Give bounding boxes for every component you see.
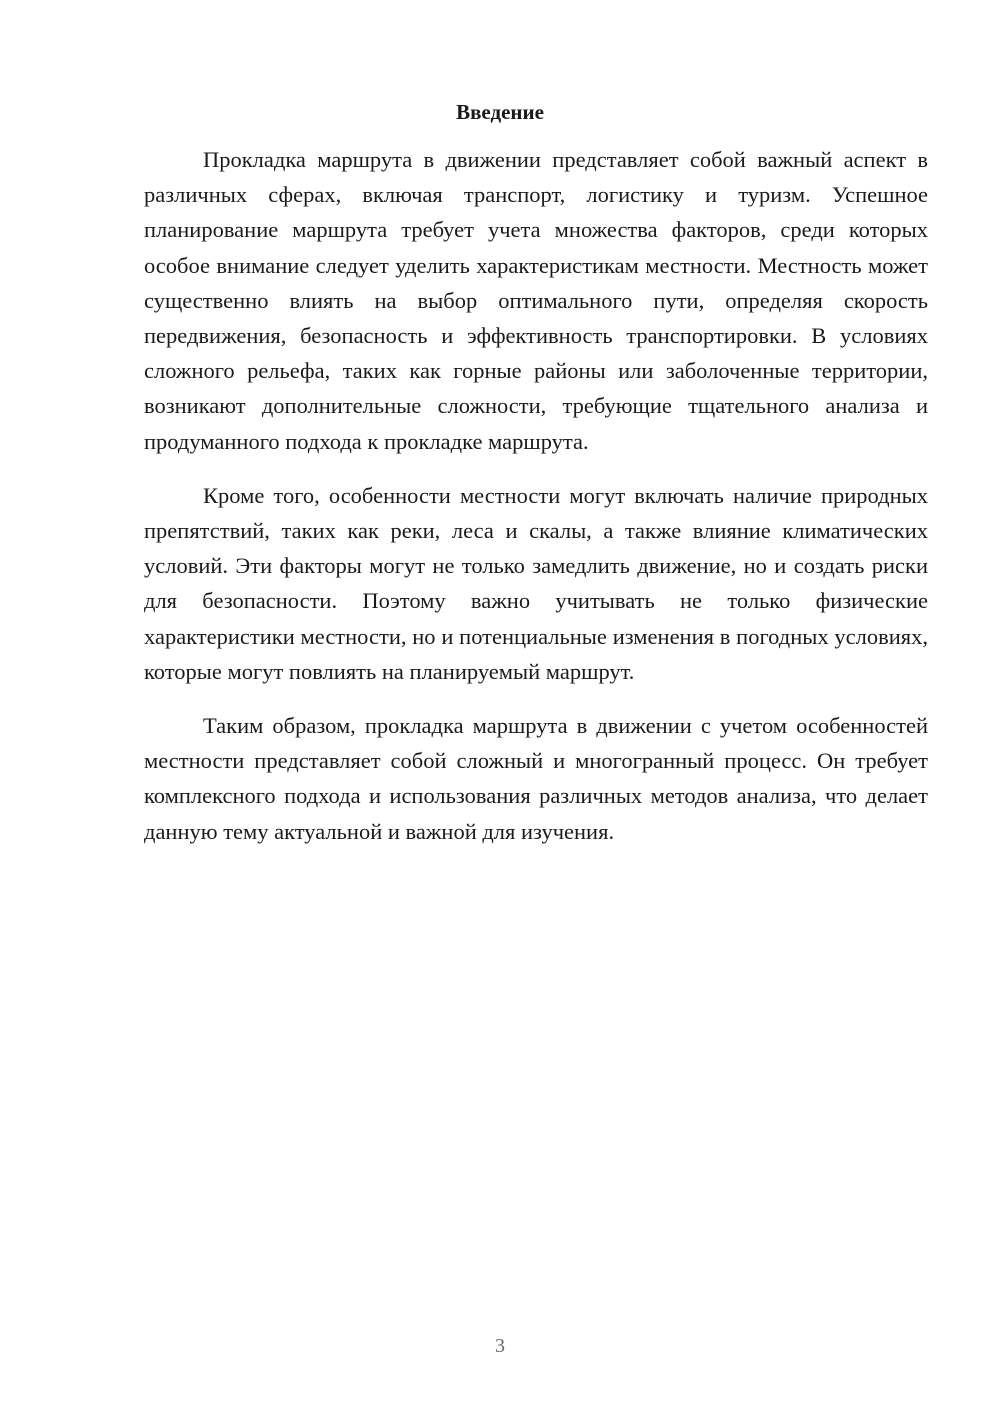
paragraph-2: Кроме того, особенности местности могут включать наличие природных препятствий, таких как реки, леса и скалы, а также влияние климатических условий. Эти факторы могут не только замедлить движение, но и создать риски для безопасности. Поэтому важно учитывать не только физические характеристики местности, но и потенциальные изменения в погодных условиях, которые могут повлиять на планируемый маршрут. (144, 482, 928, 684)
page-number: 3 (495, 1335, 505, 1357)
paragraph-1: Прокладка маршрута в движении представляет собой важный аспект в различных сферах, включая транспорт, логистику и туризм. Успешное планирование маршрута требует учета множества факторов, среди которых особое внимание следует уделить характеристикам местности. Местность может существенно влиять на выбор оптимального пути, определяя скорость передвижения, безопасность и эффективность транспортировки. В условиях сложного рельефа, таких как горные районы или заболоченные территории, возникают дополнительные сложности, требующие тщательного анализа и продуманного подхода к прокладке маршрута. (144, 147, 928, 454)
paragraph-3: Таким образом, прокладка маршрута в движении с учетом особенностей местности представляет собой сложный и многогранный процесс. Он требует комплексного подхода и использования различных методов анализа, что делает данную тему актуальной и важной для изучения. (144, 713, 928, 844)
document-body (144, 142, 928, 868)
page-title: Введение (456, 100, 544, 124)
